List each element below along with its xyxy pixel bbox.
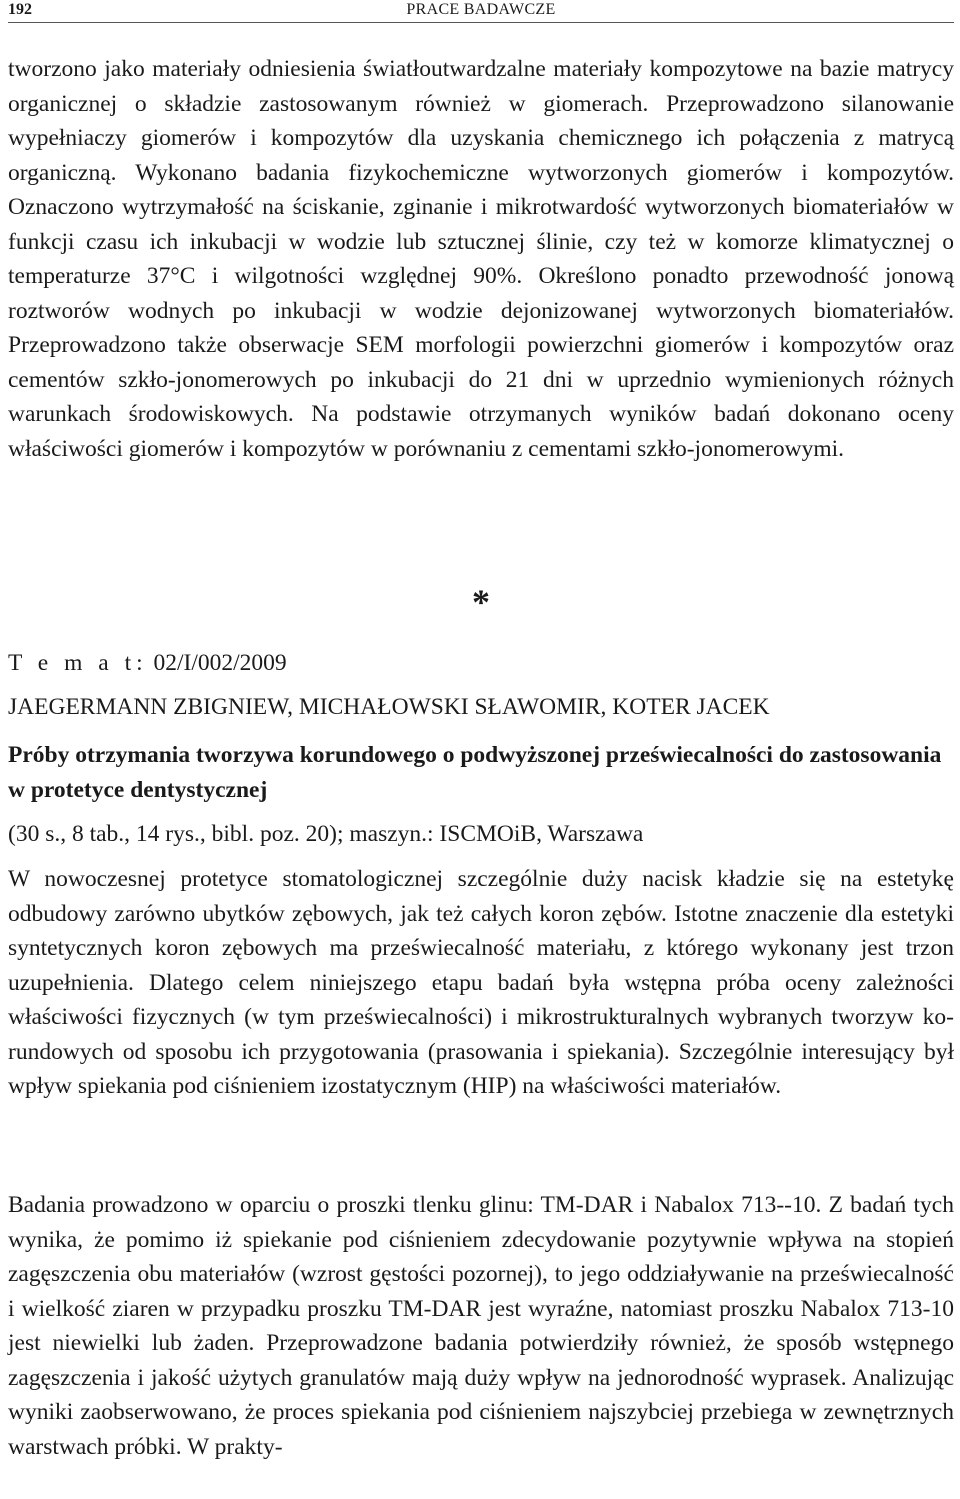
document-page bbox=[8, 0, 954, 1460]
authors-line: JAEGERMANN ZBIGNIEW, MICHAŁOWSKI SŁAWOMIR, KOTER JACEK bbox=[8, 694, 770, 720]
abstract-paragraph-2: Badania prowadzono w oparciu o proszki tlenku glinu: TM-DAR i Nabalox 713--10. Z badań tych wynika, że pomimo iż spiekanie pod ciśnieniem zdecydowanie pozytywnie wpływa na stopień zagęszczenia obu materiałów (wzrost gęstości pozornej), to jego oddziaływanie na przeświecalność i wielkość ziaren w przypadku proszku TM-DAR jest wyraźne, natomiast proszku Nabalox 713-10 jest niewielki lub żaden. Przeprowadzone badania potwierdziły również, że sposób wstępnego zagęszczenia i jakość użytych granulatów mają duży wpływ na jednorodność wyprasek. Analizując wyniki zaobserwowano, że proces spiekania pod ciśnieniem najszybciej przebiega w zewnętrznych warstwach próbki. W prakty- bbox=[8, 1192, 954, 1460]
topic-label: T e m a t: bbox=[8, 650, 148, 676]
page-number: 192 bbox=[8, 1, 32, 18]
section-separator: * bbox=[472, 582, 490, 622]
topic-line bbox=[8, 646, 287, 680]
record-title: Próby otrzymania tworzywa korundowego o podwyższonej przeświecalności do zastosowania w protetyce dentystycznej bbox=[8, 742, 942, 803]
bibliographic-info: (30 s., 8 tab., 14 rys., bibl. poz. 20); maszyn.: ISCMOiB, Warszawa bbox=[8, 821, 644, 847]
topic-code: 02/I/002/2009 bbox=[153, 650, 287, 676]
running-title: PRACE BADAWCZE bbox=[406, 1, 556, 18]
intro-paragraph: tworzono jako materiały odniesienia światłoutwardzalne materiały kompozytowe na bazie matrycy organicznej o składzie zastosowanym również w giomerach. Przeprowadzono silanowanie wypełniaczy giomerów i kompozytów dla uzyskania chemicznego ich połączenia z matrycą organiczną. Wykonano badania fizykochemiczne wytworzonych giomerów i kompozytów. Oznaczono wytrzymałość na ściskanie, zginanie i mikrotwardość wytworzonych biomateriałów w funkcji czasu ich inkubacji w wodzie lub sztucznej ślinie, czy też w komorze klimatycznej o temperaturze 37°C i wilgotności względnej 90%. Określono ponadto przewodność jonową roztworów wodnych po inkubacji w wodzie dejonizowanej wytworzonych biomateriałów. Przeprowadzono także obserwacje SEM morfologii powierzchni giomerów i kompozytów oraz cementów szkło-jonomerowych po inkubacji do 21 dni w uprzednio wymienionych różnych warunkach środowiskowych. Na podstawie otrzymanych wyników badań dokonano oceny właściwości giomerów i kompozytów w porównaniu z cementami szkło-jonomerowymi. bbox=[8, 56, 954, 462]
page-header bbox=[8, 0, 954, 23]
abstract-paragraph-1: W nowoczesnej protetyce stomatologicznej szczególnie duży nacisk kładzie się na estetykę odbudowy zarówno ubytków zębowych, jak też całych koron zębów. Istotne znaczenie dla estetyki syntetycznych koron zębowych ma przeświecalność materiału, z którego wykonany jest trzon uzupełnienia. Dlatego celem niniejszego etapu badań była wstępna próba oceny zależności właściwości fizycznych (w tym przeświecalności) i mikrostrukturalnych wybranych tworzyw korundowych od sposobu ich przygotowania (prasowania i spiekania). Szczególnie interesujący był wpływ spiekania pod ciśnieniem izostatycznym (HIP) na właściwości materiałów. bbox=[8, 866, 954, 1099]
